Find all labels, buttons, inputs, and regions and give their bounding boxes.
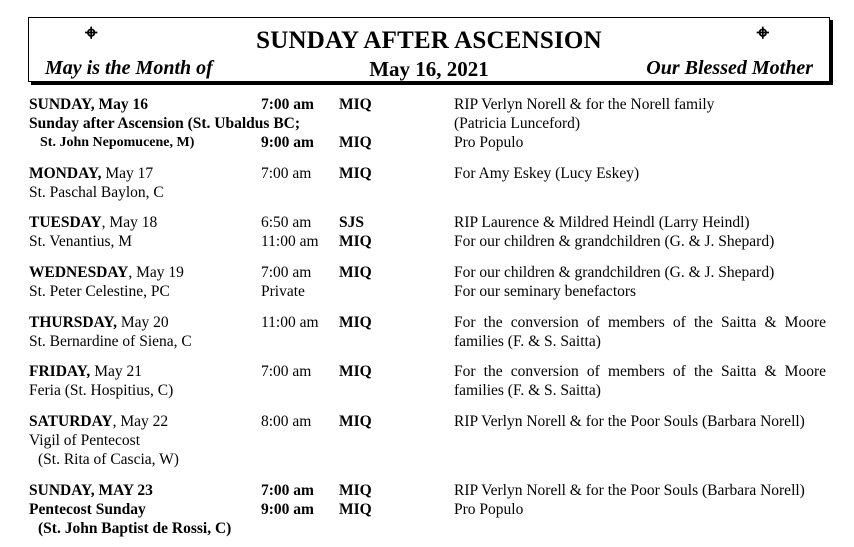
mass-intention: Pro Populo — [454, 134, 524, 151]
mass-time: 7:00 am — [261, 363, 312, 380]
priest-code: MIQ — [339, 134, 372, 151]
mass-intention: (Patricia Lunceford) — [454, 115, 581, 132]
priest-code: MIQ — [339, 233, 372, 250]
feast-label-cont: (St. John Baptist de Rossi, C) — [38, 520, 232, 537]
mass-time: 11:00 am — [261, 314, 319, 331]
day-label: THURSDAY, May 20 — [29, 314, 169, 331]
mass-time: 6:50 am — [261, 214, 312, 231]
month-dedication-left: May is the Month of — [45, 57, 213, 79]
mass-time: 7:00 am — [261, 96, 314, 113]
mass-time: Private — [261, 283, 305, 300]
mass-time: 7:00 am — [261, 165, 312, 182]
mass-time: 7:00 am — [261, 482, 314, 499]
mass-intention: For our children & grandchildren (G. & J. Shepard) — [454, 264, 775, 281]
mass-time: 8:00 am — [261, 413, 312, 430]
priest-code: MIQ — [339, 413, 372, 430]
day-label: WEDNESDAY, May 19 — [29, 264, 184, 281]
page-title: SUNDAY AFTER ASCENSION — [256, 27, 602, 54]
day-label: FRIDAY, May 21 — [29, 363, 142, 380]
day-label: SUNDAY, MAY 23 — [29, 482, 153, 499]
mass-intention: families (F. & S. Saitta) — [454, 382, 601, 399]
mass-intention: For our seminary benefactors — [454, 283, 637, 300]
mass-intention: RIP Verlyn Norell & for the Poor Souls (Barbara Norell) — [454, 482, 805, 499]
priest-code: MIQ — [339, 482, 372, 499]
feast-label: St. Venantius, M — [29, 233, 133, 250]
mass-intention: For our children & grandchildren (G. & J. Shepard) — [454, 233, 775, 250]
mass-intention: Pro Populo — [454, 501, 524, 518]
day-label: MONDAY, May 17 — [29, 165, 154, 182]
bulletin-header — [28, 17, 830, 82]
feast-label: Vigil of Pentecost — [29, 432, 140, 449]
feast-label: St. Peter Celestine, PC — [29, 283, 170, 300]
feast-label: St. Paschal Baylon, C — [29, 184, 164, 201]
feast-label: St. Bernardine of Siena, C — [29, 333, 192, 350]
priest-code: MIQ — [339, 501, 372, 518]
mass-time: 7:00 am — [261, 264, 312, 281]
priest-code: MIQ — [339, 264, 372, 281]
mass-intention: RIP Verlyn Norell & for the Norell family — [454, 96, 715, 113]
priest-code: SJS — [339, 214, 364, 231]
mass-intention: For the conversion of members of the Saitta & Moore — [454, 363, 826, 380]
mass-intention: RIP Laurence & Mildred Heindl (Larry Heindl) — [454, 214, 750, 231]
day-label: SATURDAY, May 22 — [29, 413, 169, 430]
month-dedication-right: Our Blessed Mother — [646, 57, 813, 79]
priest-code: MIQ — [339, 165, 372, 182]
priest-code: MIQ — [339, 314, 372, 331]
bulletin-date: May 16, 2021 — [369, 57, 489, 81]
mass-intention: RIP Verlyn Norell & for the Poor Souls (Barbara Norell) — [454, 413, 805, 430]
priest-code: MIQ — [339, 363, 372, 380]
mass-intention: For the conversion of members of the Saitta & Moore — [454, 314, 826, 331]
mass-time: 9:00 am — [261, 501, 314, 518]
feast-label: Feria (St. Hospitius, C) — [29, 382, 174, 399]
feast-label: Pentecost Sunday — [29, 501, 146, 518]
feast-label: Sunday after Ascension (St. Ubaldus BC; — [29, 115, 301, 132]
mass-intention: families (F. & S. Saitta) — [454, 333, 601, 350]
day-label: TUESDAY, May 18 — [29, 214, 158, 231]
left-cross-icon: ⌖ — [85, 20, 98, 45]
feast-label-cont: (St. Rita of Cascia, W) — [38, 451, 179, 468]
mass-time: 11:00 am — [261, 233, 319, 250]
right-cross-icon: ⌖ — [756, 20, 769, 45]
feast-label-cont: St. John Nepomucene, M) — [40, 135, 195, 150]
priest-code: MIQ — [339, 96, 372, 113]
mass-time: 9:00 am — [261, 134, 314, 151]
day-label: SUNDAY, May 16 — [29, 96, 148, 113]
mass-intention: For Amy Eskey (Lucy Eskey) — [454, 165, 640, 182]
